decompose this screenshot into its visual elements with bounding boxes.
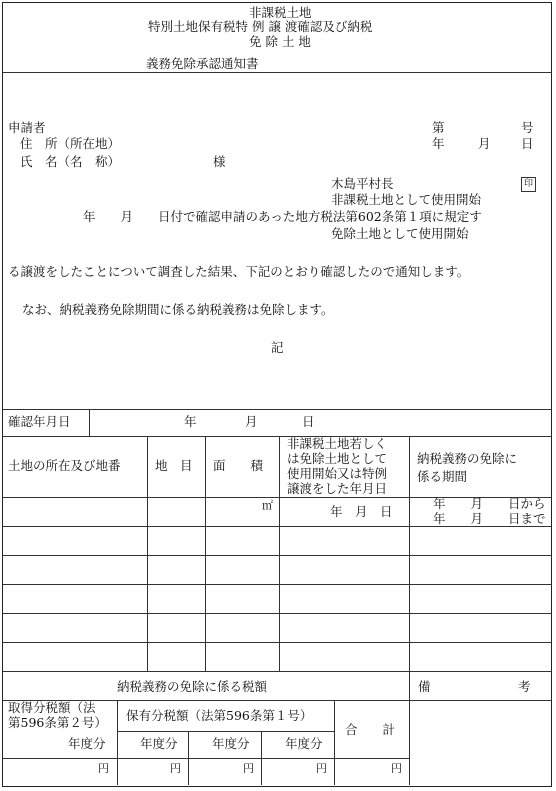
cell-border [89,409,90,436]
date-nichi: 日 [521,136,534,151]
cell-border [147,436,148,671]
table-row [3,584,552,585]
header-start-1: 非課税土地若しく [287,436,388,451]
header-line2: 特別土地保有税特 例 譲 渡確認及び納税 [148,19,373,34]
divider [3,72,552,73]
doc-no-dai: 第 [432,120,445,135]
yen-1: 円 [98,762,109,775]
body-option-1: 非課税土地として使用開始 [331,192,482,207]
nendo-3: 年度分 [212,736,250,751]
divider [117,731,334,732]
tax-title: 納税義務の免除に係る税額 [117,679,268,694]
date-nen: 年 [432,136,445,151]
area-unit: ㎡ [262,499,273,512]
body-line-2: る譲渡をしたことについて調査した結果、下記のとおり確認したので通知します。 [8,264,470,279]
confirm-label: 確認年月日 [8,414,71,429]
cell-border [334,700,335,785]
body-option-2: 免除土地として使用開始 [331,226,469,241]
table-row [3,613,552,614]
applicant-address-label: 住 所（所在地） [20,136,121,151]
period-to: 年 月 日まで [433,511,546,526]
applicant-name-label: 氏 名（名 称） [20,154,121,169]
nendo-1: 年度分 [68,736,106,751]
header-start-3: 使用開始又は特例 [287,466,388,481]
header-period-2: 係る期間 [417,469,468,484]
yen-2: 円 [170,762,181,775]
confirm-nen: 年 [184,414,197,429]
ki-label: 記 [271,340,284,355]
cell-border [117,700,118,785]
issuer-name: 木島平村長 [331,176,394,191]
total-label: 合 計 [345,722,396,737]
nendo-4: 年度分 [285,736,323,751]
start-date: 年 月 日 [330,504,393,519]
acq-label-2: 第596条第２号） [8,715,107,730]
divider [3,436,552,437]
form-frame [2,2,552,787]
sama-label: 様 [213,154,226,169]
header-line1: 非課税土地 [249,5,312,20]
hold-label: 保有分税額（法第596条第１号） [126,708,313,723]
confirm-gatsu: 月 [245,414,258,429]
header-location: 土地の所在及び地番 [8,458,121,473]
table-row [3,555,552,556]
doc-no-go: 号 [521,120,534,135]
table-row [3,642,552,643]
cell-border [409,671,410,785]
header-start-2: は免除土地として [287,451,388,466]
confirm-nichi: 日 [302,414,315,429]
divider [3,758,409,759]
table-row [3,671,552,672]
period-from: 年 月 日から [433,496,546,511]
acq-label-1: 取得分税額（法 [8,700,96,715]
header-start-4: 譲渡をした年月日 [287,481,388,496]
header-period-1: 納税義務の免除に [417,451,518,466]
table-row [3,526,552,527]
body-main-line: 年 月 日付で確認申請のあった地方税法第602条第１項に規定す [83,209,482,224]
cell-border [409,436,410,671]
cell-border [205,436,206,671]
cell-border [279,436,280,671]
document-title: 義務免除承認通知書 [146,56,259,71]
yen-3: 円 [243,762,254,775]
header-line3: 免 除 土 地 [249,34,311,49]
divider [3,409,552,410]
yen-total: 円 [391,762,402,775]
header-area: 面 積 [213,458,264,473]
seal-mark: 印 [521,177,536,192]
remarks-label: 備 考 [418,679,531,694]
header-chimoku: 地 目 [155,458,193,473]
date-gatsu: 月 [478,136,491,151]
nendo-2: 年度分 [140,736,178,751]
body-line-3: なお、納税義務免除期間に係る納税義務は免除します。 [22,302,334,317]
yen-4: 円 [316,762,327,775]
applicant-label: 申請者 [8,120,46,135]
